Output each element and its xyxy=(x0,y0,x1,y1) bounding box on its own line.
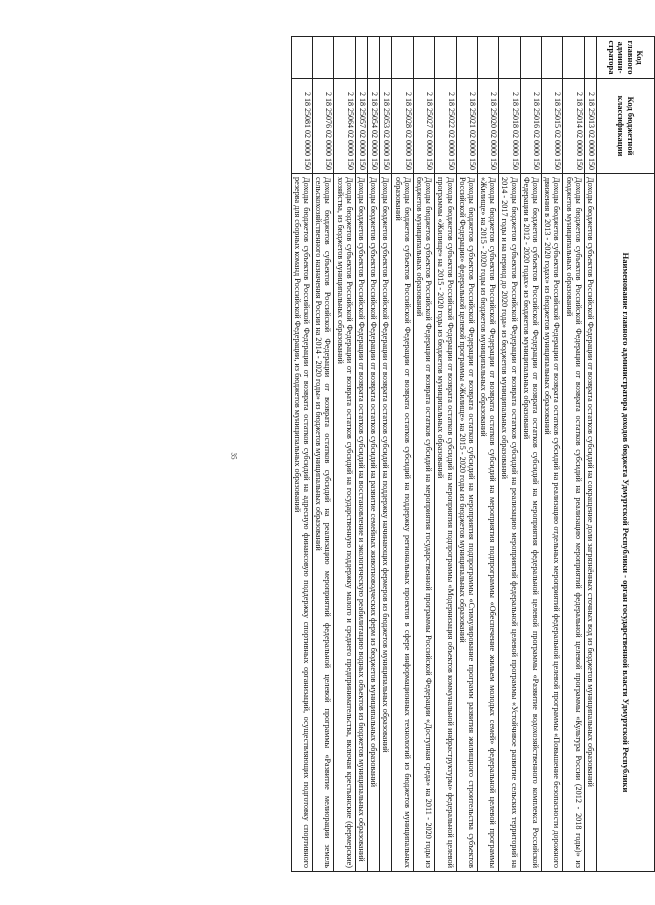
table-row xyxy=(392,37,413,872)
revenue-name-cell: Доходы бюджетов субъектов Российской Федерации от возврата остатков субсидий на поддержку региональных проектов в сфере информационных технологий из бюджетов муниципальных образований xyxy=(392,174,413,872)
revenue-name-cell: Доходы бюджетов субъектов Российской Федерации от возврата остатков субсидий на адресную финансовую поддержку спортивных организаций, осуществляющих подготовку спортивного резерва для сборных команд Российской Федерации, из бюджетов муниципальных образований xyxy=(291,174,312,872)
revenue-name-cell: Доходы бюджетов субъектов Российской Федерации от возврата остатков субсидий на развитие семейных животноводческих ферм из бюджетов муниципальных образований xyxy=(368,174,380,872)
admin-code-cell xyxy=(584,37,596,79)
header-name: Наименование главного администратора доходов бюджета Удмуртской Республики - орган государственной власти Удмуртской Республики xyxy=(597,174,655,872)
budget-code-cell: 2 18 25022 02 0000 150 xyxy=(435,79,456,174)
table-row xyxy=(584,37,596,872)
document-page xyxy=(80,36,655,871)
table-body xyxy=(291,37,596,872)
table-row xyxy=(456,37,477,872)
admin-code-cell xyxy=(542,37,563,79)
admin-code-cell xyxy=(499,37,520,79)
budget-code-cell: 2 18 25027 02 0000 150 xyxy=(413,79,434,174)
budget-code-cell: 2 18 25013 02 0000 150 xyxy=(584,79,596,174)
admin-code-cell xyxy=(291,37,312,79)
budget-code-cell: 2 18 25015 02 0000 150 xyxy=(542,79,563,174)
admin-code-cell xyxy=(355,37,367,79)
budget-code-cell: 2 18 25020 02 0000 150 xyxy=(477,79,498,174)
admin-code-cell xyxy=(563,37,584,79)
budget-code-cell: 2 18 25018 02 0000 150 xyxy=(499,79,520,174)
budget-code-cell: 2 18 25081 02 0000 150 xyxy=(291,79,312,174)
revenue-name-cell: Доходы бюджетов субъектов Российской Федерации от возврата остатков субсидий на реализацию мероприятий федеральной целевой программы «Развитие мелиорации земель сельскохозяйственного назначения России на 2014 - 2020 годы» из бюджетов муниципальных образований xyxy=(313,174,334,872)
budget-code-cell: 2 18 25054 02 0000 150 xyxy=(368,79,380,174)
admin-code-cell xyxy=(477,37,498,79)
table-row xyxy=(477,37,498,872)
revenue-name-cell: Доходы бюджетов субъектов Российской Федерации от возврата остатков субсидий на реализацию мероприятий федеральной целевой программы «Устойчивое развитие сельских территорий на 2014 - 2017 годы и на период до 2020 года» из бюджетов муниципальных образований xyxy=(499,174,520,872)
table-row xyxy=(291,37,312,872)
revenue-name-cell: Доходы бюджетов субъектов Российской Федерации от возврата остатков субсидий на мероприятия подпрограммы «Стимулирование программ развития жилищного строительства субъектов Российской Федерации» федеральной целевой программы «Жилище» на 2015 - 2020 годы из бюджетов муниципальных образований xyxy=(456,174,477,872)
header-admin-code: Код главного админи-стратора xyxy=(597,37,655,79)
budget-code-cell: 2 18 25021 02 0000 150 xyxy=(456,79,477,174)
revenue-name-cell: Доходы бюджетов субъектов Российской Федерации от возврата остатков субсидий на восстановление и экологическую реабилитацию водных объектов из бюджетов муниципальных образований xyxy=(355,174,367,872)
table-row xyxy=(334,37,355,872)
admin-code-cell xyxy=(334,37,355,79)
revenue-name-cell: Доходы бюджетов субъектов Российской Федерации от возврата остатков субсидий на реализацию мероприятий федеральной целевой программы «Культура России (2012 - 2018 годы)» из бюджетов муниципальных образований xyxy=(563,174,584,872)
header-budget-code: Код бюджетной классификации xyxy=(597,79,655,174)
table-row xyxy=(313,37,334,872)
table-row xyxy=(563,37,584,872)
admin-code-cell xyxy=(368,37,380,79)
table-row xyxy=(368,37,380,872)
revenue-name-cell: Доходы бюджетов субъектов Российской Федерации от возврата остатков субсидий на мероприятия подпрограммы «Модернизация объектов коммунальной инфраструктуры» федеральной целевой программы «Жилище» на 2015 - 2020 годы из бюджетов муниципальных образований xyxy=(435,174,456,872)
revenue-name-cell: Доходы бюджетов субъектов Российской Федерации от возврата остатков субсидий на поддержку начинающих фермеров из бюджетов муниципальных образований xyxy=(380,174,392,872)
budget-code-cell: 2 18 25014 02 0000 150 xyxy=(563,79,584,174)
budget-code-cell: 2 18 25053 02 0000 150 xyxy=(380,79,392,174)
revenue-name-cell: Доходы бюджетов субъектов Российской Федерации от возврата остатков субсидий на мероприятия государственной программы Российской Федерации «Доступная среда» на 2011 - 2020 годы из бюджетов муниципальных образований xyxy=(413,174,434,872)
budget-code-cell: 2 18 25076 02 0000 150 xyxy=(313,79,334,174)
admin-code-cell xyxy=(380,37,392,79)
revenue-name-cell: Доходы бюджетов субъектов Российской Федерации от возврата остатков субсидий на мероприятия федеральной целевой программы «Развитие водохозяйственного комплекса Российской Федерации в 2012 - 2020 годах» из бюджетов муниципальных образований xyxy=(520,174,541,872)
admin-code-cell xyxy=(520,37,541,79)
budget-code-cell: 2 18 25064 02 0000 150 xyxy=(334,79,355,174)
table-row xyxy=(413,37,434,872)
table-row xyxy=(380,37,392,872)
table-header-row xyxy=(597,37,655,872)
budget-code-cell: 2 18 25057 02 0000 150 xyxy=(355,79,367,174)
revenue-name-cell: Доходы бюджетов субъектов Российской Федерации от возврата остатков субсидий на реализацию отдельных мероприятий федеральной целевой программы «Повышение безопасности дорожного движения в 2013 - 2020 годах» из бюджетов муниципальных образований xyxy=(542,174,563,872)
table-row xyxy=(499,37,520,872)
budget-code-cell: 2 18 25016 02 0000 150 xyxy=(520,79,541,174)
admin-code-cell xyxy=(435,37,456,79)
admin-code-cell xyxy=(313,37,334,79)
admin-code-cell xyxy=(456,37,477,79)
table-row xyxy=(542,37,563,872)
budget-code-cell: 2 18 25028 02 0000 150 xyxy=(392,79,413,174)
revenue-codes-table xyxy=(291,36,655,872)
admin-code-cell xyxy=(413,37,434,79)
revenue-name-cell: Доходы бюджетов субъектов Российской Федерации от возврата остатков субсидий на мероприятия подпрограммы «Обеспечение жильем молодых семей» федеральной целевой программы «Жилище» на 2015 - 2020 годы из бюджетов муниципальных образований xyxy=(477,174,498,872)
page-number: 35 xyxy=(229,452,238,460)
admin-code-cell xyxy=(392,37,413,79)
table-row xyxy=(355,37,367,872)
rotated-content xyxy=(80,36,655,871)
revenue-name-cell: Доходы бюджетов субъектов Российской Федерации от возврата остатков субсидий на государственную поддержку малого и среднего предпринимательства, включая крестьянские (фермерские) хозяйства, из бюджетов муниципальных образований xyxy=(334,174,355,872)
table-row xyxy=(435,37,456,872)
table-row xyxy=(520,37,541,872)
revenue-name-cell: Доходы бюджетов субъектов Российской Федерации от возврата остатков субсидий на сокращение доли загрязнённых сточных вод из бюджетов муниципальных образований xyxy=(584,174,596,872)
